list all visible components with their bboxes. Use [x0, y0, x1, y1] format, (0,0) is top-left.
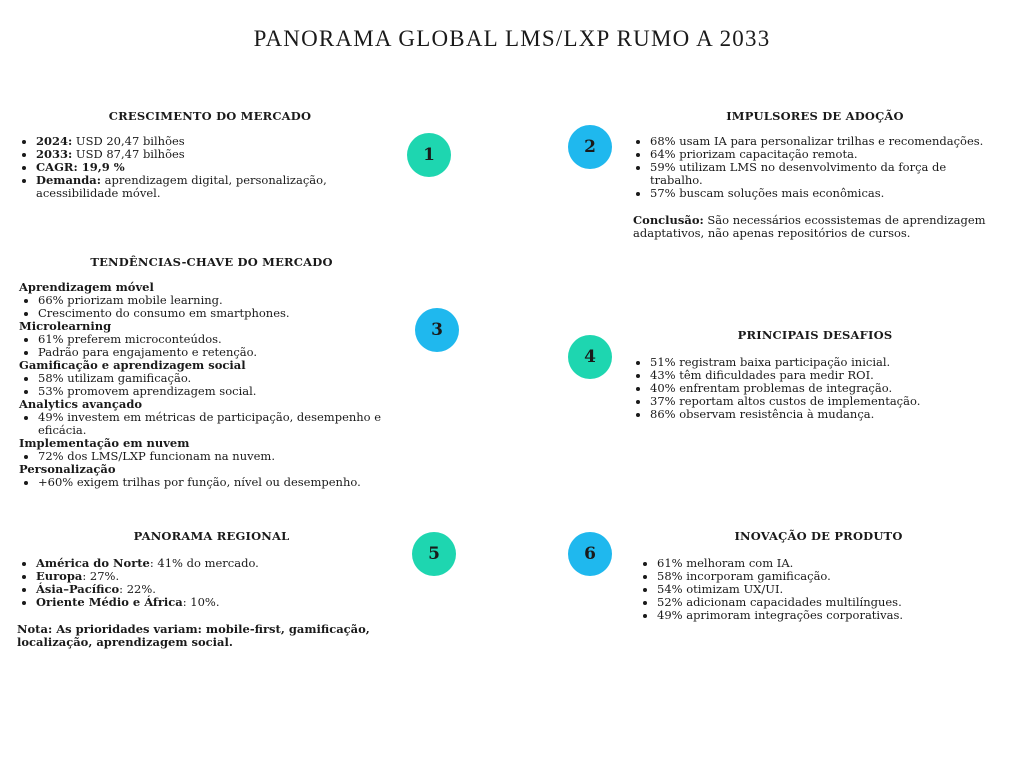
list-item: • 2033: USD 87,47 bilhões — [36, 148, 401, 161]
regional-note: Nota: As prioridades variam: mobile-first, gamificação, localização, aprendizagem social. — [17, 622, 370, 649]
list-item: • 49% aprimoram integrações corporativas. — [657, 609, 997, 622]
list-item: • Padrão para engajamento e retenção. — [38, 346, 404, 359]
list-item: • Oriente Médio e África: 10%. — [36, 596, 404, 609]
list-item: • CAGR: 19,9 % — [36, 161, 401, 174]
product-innovation-heading: INOVAÇÃO DE PRODUTO — [734, 529, 903, 543]
list-item: • 68% usam IA para personalizar trilhas e recomendações. — [650, 135, 997, 148]
number-badge: 5 — [412, 532, 456, 576]
list-item: • 58% utilizam gamificação. — [38, 372, 404, 385]
main-challenges-heading: PRINCIPAIS DESAFIOS — [737, 328, 893, 342]
list-item: • 64% priorizam capacitação remota. — [650, 148, 997, 161]
list-item: • +60% exigem trilhas por função, nível ou desempenho. — [38, 476, 404, 489]
list-item: • América do Norte: 41% do mercado. — [36, 557, 404, 570]
number-badge: 3 — [415, 308, 459, 352]
list-item: • Demanda: aprendizagem digital, personalização, acessibilidade móvel. — [36, 174, 401, 200]
list-item: • 61% melhoram com IA. — [657, 557, 997, 570]
list-item: • 86% observam resistência à mudança. — [650, 408, 997, 421]
adoption-drivers-list — [633, 135, 997, 200]
product-innovation-list — [640, 557, 997, 622]
trend-list — [19, 411, 404, 437]
trend-title: Implementação em nuvem — [19, 436, 190, 450]
main-challenges-section — [633, 329, 997, 421]
market-growth-list — [19, 135, 401, 200]
trend-title: Analytics avançado — [19, 397, 143, 411]
trend-list — [19, 476, 404, 489]
page-title: PANORAMA GLOBAL LMS/LXP RUMO A 2033 — [253, 26, 771, 51]
trend-title: Personalização — [19, 462, 116, 476]
number-badge: 6 — [568, 532, 612, 576]
number-badge: 2 — [568, 125, 612, 169]
list-item: • Crescimento do consumo em smartphones. — [38, 307, 404, 320]
number-badge: 1 — [407, 133, 451, 177]
regional-overview-section — [19, 530, 404, 649]
adoption-drivers-section — [633, 110, 997, 240]
market-growth-section — [19, 110, 401, 200]
list-item: • 72% dos LMS/LXP funcionam na nuvem. — [38, 450, 404, 463]
market-growth-heading: CRESCIMENTO DO MERCADO — [108, 109, 312, 123]
drivers-conclusion: Conclusão: São necessários ecossistemas de aprendizagem adaptativos, não apenas repositórios de cursos. — [633, 213, 986, 240]
list-item: • 40% enfrentam problemas de integração. — [650, 382, 997, 395]
list-item: • 66% priorizam mobile learning. — [38, 294, 404, 307]
main-challenges-list — [633, 356, 997, 421]
regional-overview-list — [19, 557, 404, 609]
list-item: • 58% incorporam gamificação. — [657, 570, 997, 583]
key-trends-heading: TENDÊNCIAS-CHAVE DO MERCADO — [90, 255, 333, 269]
adoption-drivers-heading: IMPULSORES DE ADOÇÃO — [726, 109, 904, 123]
trend-list — [19, 372, 404, 398]
trend-list — [19, 294, 404, 320]
list-item: • 59% utilizam LMS no desenvolvimento da força de trabalho. — [650, 161, 997, 187]
list-item: • 37% reportam altos custos de implementação. — [650, 395, 997, 408]
trend-list — [19, 333, 404, 359]
list-item: • Europa: 27%. — [36, 570, 404, 583]
list-item: • 53% promovem aprendizagem social. — [38, 385, 404, 398]
trend-title: Aprendizagem móvel — [19, 280, 154, 294]
trend-title: Microlearning — [19, 319, 112, 333]
trend-title: Gamificação e aprendizagem social — [19, 358, 246, 372]
list-item: • 52% adicionam capacidades multilíngues. — [657, 596, 997, 609]
product-innovation-section — [640, 530, 997, 622]
list-item: • 61% preferem microconteúdos. — [38, 333, 404, 346]
list-item: • 43% têm dificuldades para medir ROI. — [650, 369, 997, 382]
list-item: • 2024: USD 20,47 bilhões — [36, 135, 401, 148]
list-item: • 51% registram baixa participação inicial. — [650, 356, 997, 369]
list-item: • 49% investem em métricas de participação, desempenho e eficácia. — [38, 411, 404, 437]
list-item: • Ásia–Pacífico: 22%. — [36, 583, 404, 596]
list-item: • 57% buscam soluções mais econômicas. — [650, 187, 997, 200]
list-item: • 54% otimizam UX/UI. — [657, 583, 997, 596]
number-badge: 4 — [568, 335, 612, 379]
key-trends-section — [19, 256, 404, 489]
regional-overview-heading: PANORAMA REGIONAL — [133, 529, 290, 543]
